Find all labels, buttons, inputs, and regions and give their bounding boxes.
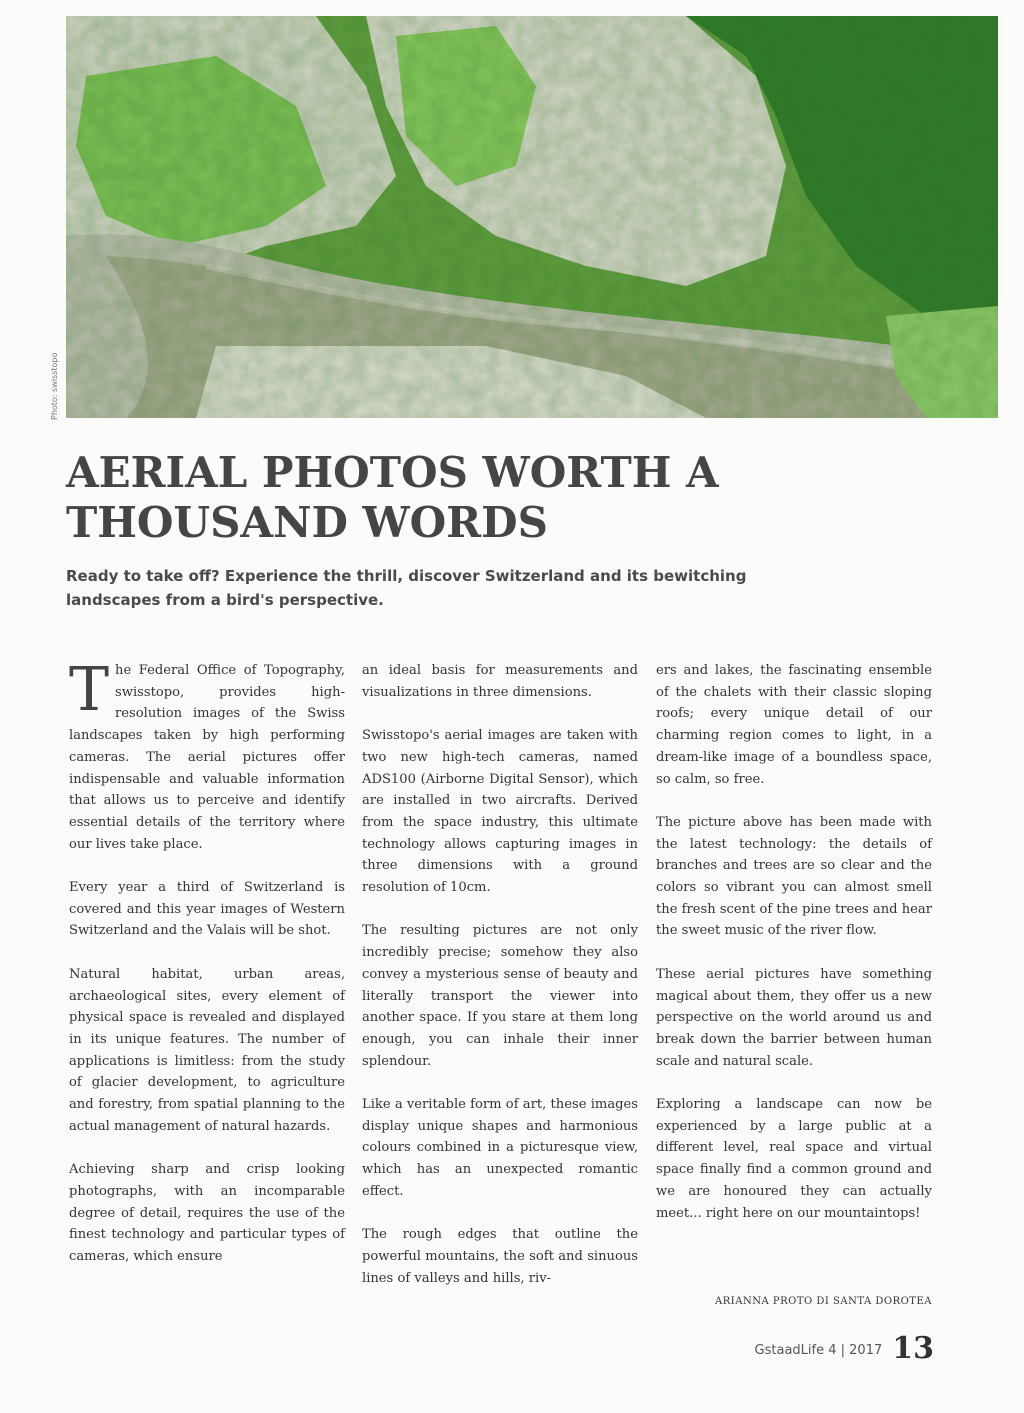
paragraph-2-2: Swisstopo's aerial images are taken with two new high-tech cameras, named ADS100 (Airborne Digital Sensor), which are installed in two aircrafts. Derived from the space industry, this ultimate technology allows capturing images in three dimensions with a ground resolution of 10cm.: [362, 728, 638, 896]
paragraph-3-4: Exploring a landscape can now be experienced by a large public at a different level, real space and virtual space finally find a common ground and we are honoured they can actually meet... right here on our mountaintops!: [656, 1097, 932, 1221]
paragraph-1-1: The Federal Office of Topography, swisstopo, provides high-resolution images of the Swiss landscapes taken by high performing cameras. The aerial pictures offer indispensable and valuable information that allows us to perceive and identify essential details of the territory where our lives take place.: [69, 655, 345, 852]
aerial-photo: [66, 16, 998, 418]
photo-credit: Photo: swisstopo: [50, 352, 59, 420]
article-column-3: [656, 660, 932, 1246]
magazine-issue: GstaadLife 4 | 2017: [754, 1343, 883, 1358]
aerial-landscape-image: [66, 16, 998, 418]
headline-line-2: THOUSAND WORDS: [66, 498, 548, 547]
drop-cap: T: [69, 655, 110, 725]
paragraph-2-1: an ideal basis for measurements and visualizations in three dimensions.: [362, 663, 638, 700]
article-column-1: [69, 655, 345, 1289]
paragraph-2-3: The resulting pictures are not only incredibly precise; somehow they also convey a mysterious sense of beauty and literally transport the viewer into another space. If you stare at them long enough, you can inhale their inner splendour.: [362, 923, 638, 1069]
article-headline: [66, 448, 826, 548]
paragraph-2-5: The rough edges that outline the powerful mountains, the soft and sinuous lines of valleys and hills, riv-: [362, 1227, 638, 1286]
article-deck: Ready to take off? Experience the thrill, discover Switzerland and its bewitching landscapes from a bird's perspective.: [66, 567, 747, 609]
author-byline: ARIANNA PROTO DI SANTA DOROTEA: [715, 1296, 932, 1307]
paragraph-1-2: Every year a third of Switzerland is covered and this year images of Western Switzerland and the Valais will be shot.: [69, 880, 345, 939]
page-footer: [755, 1324, 934, 1364]
paragraph-3-2: The picture above has been made with the latest technology: the details of branches and trees are so clear and the colors so vibrant you can almost smell the fresh scent of the pine trees and hear the sweet music of the river flow.: [656, 814, 932, 939]
paragraph-1-3: Natural habitat, urban areas, archaeological sites, every element of physical space is revealed and displayed in its unique features. The number of applications is limitless: from the study of glacier development, to agriculture and forestry, from spatial planning to the actual management of natural hazards.: [69, 966, 345, 1134]
paragraph-1-4: Achieving sharp and crisp looking photographs, with an incomparable degree of detail, requires the use of the finest technology and particular types of cameras, which ensure: [69, 1162, 345, 1264]
paragraph-3-3: These aerial pictures have something magical about them, they offer us a new perspective on the world around us and break down the barrier between human scale and natural scale.: [656, 966, 932, 1069]
page-number: 13: [892, 1331, 934, 1366]
article-column-2: [362, 660, 638, 1311]
headline-line-1: AERIAL PHOTOS WORTH A: [66, 448, 719, 497]
paragraph-3-1: ers and lakes, the fascinating ensemble of the chalets with their classic sloping roofs; every unique detail of our charming region comes to light, in a dream-like image of a boundless space, so calm, so free.: [656, 663, 932, 787]
paragraph-2-4: Like a veritable form of art, these images display unique shapes and harmonious colours combined in a picturesque view, which has an unexpected romantic effect.: [362, 1097, 638, 1199]
